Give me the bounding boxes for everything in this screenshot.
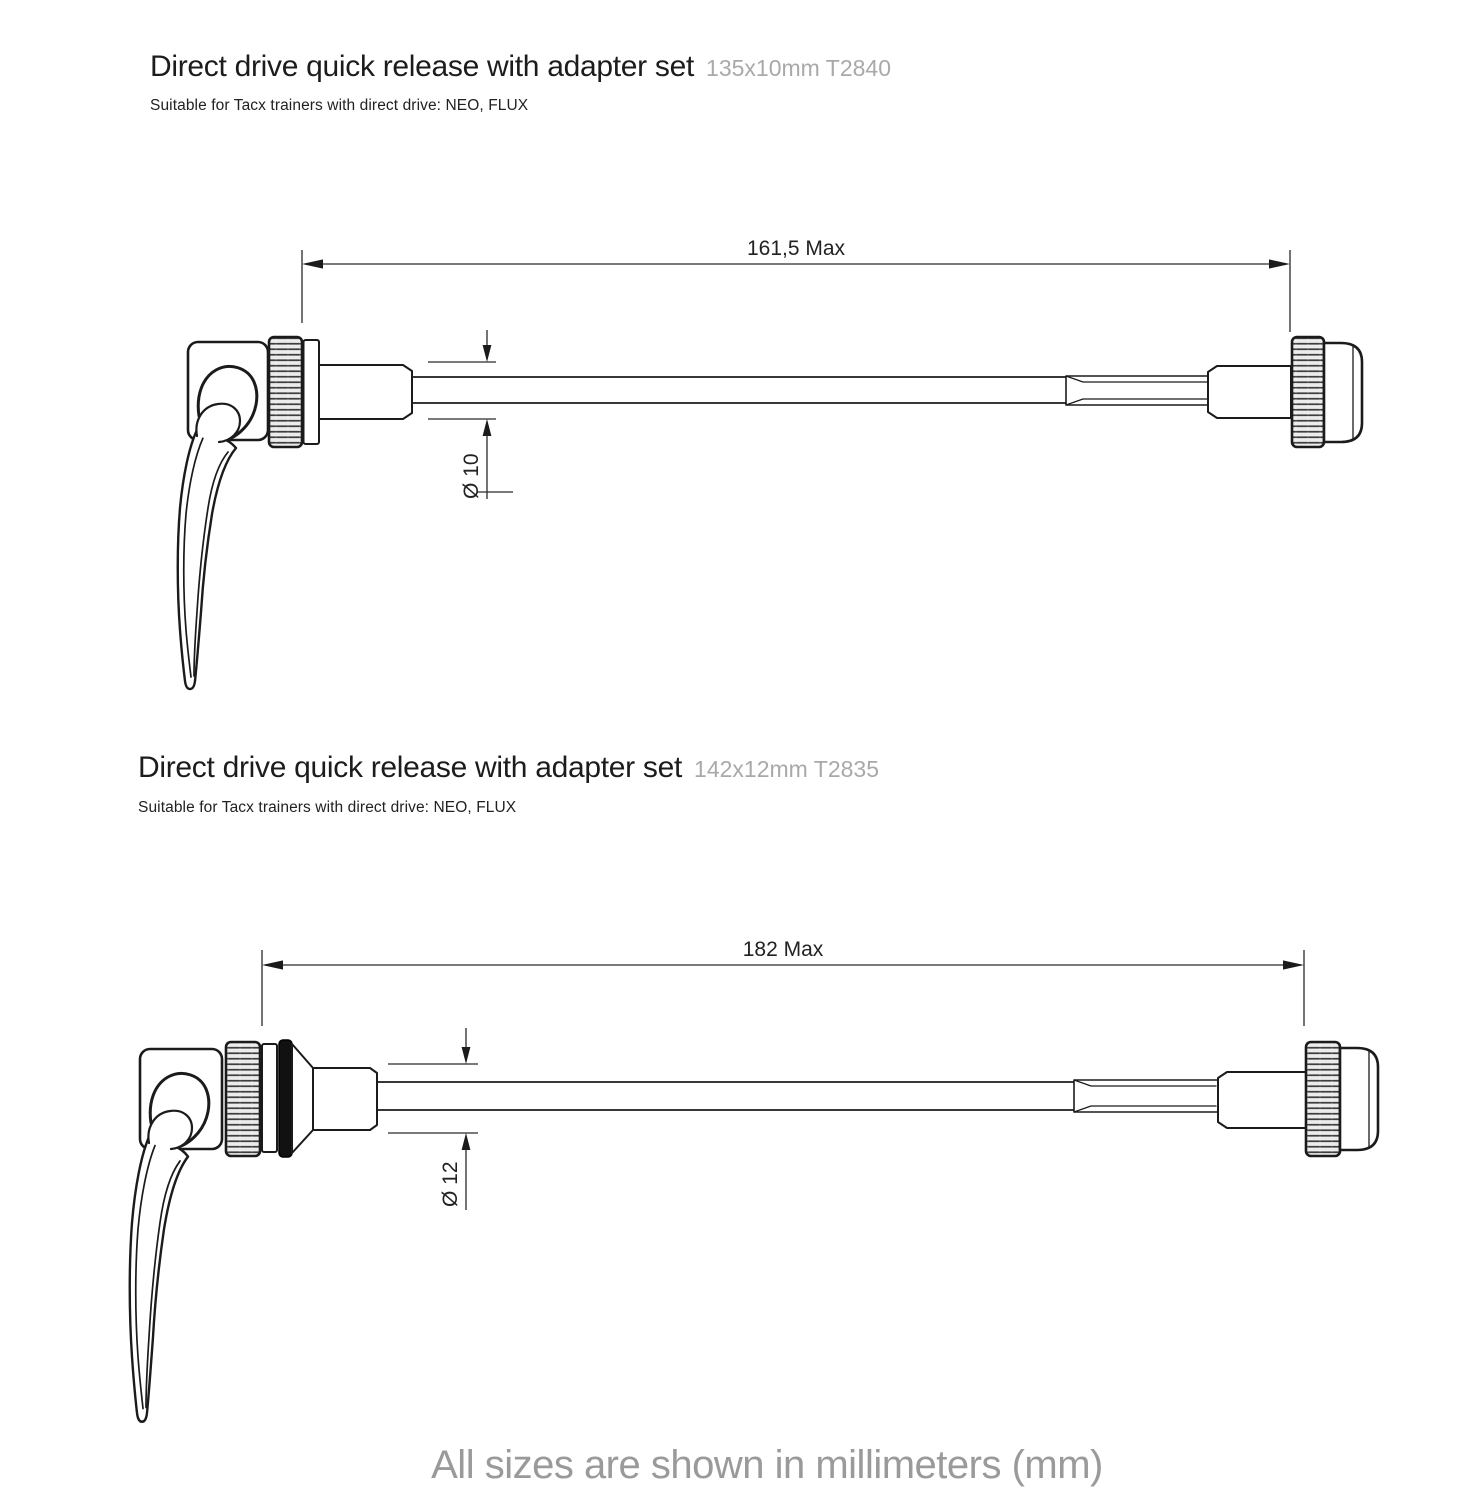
length-label-2: 182 Max [742, 938, 824, 961]
length-dimension-2 [262, 938, 1304, 1026]
adapter-right [1208, 366, 1291, 418]
spacer-ring [304, 340, 320, 444]
length-dimension-1 [302, 237, 1290, 332]
adapter-cone [292, 1044, 313, 1153]
section1-title [150, 50, 891, 84]
lever-handle [130, 1137, 188, 1422]
threaded-section [1074, 1080, 1218, 1112]
dimension-arrow-right [1283, 960, 1304, 969]
skewer-drawing-2 [130, 1040, 1378, 1422]
knurled-nut-left [226, 1042, 260, 1156]
axle-rod [412, 377, 1066, 403]
dimension-arrow-left [262, 960, 283, 969]
knurled-nut-left [269, 337, 302, 447]
diagram-quick-release-135x10 [0, 220, 1476, 720]
axle-rod [377, 1082, 1074, 1110]
lever-handle [178, 430, 236, 689]
section2-title-text: Direct drive quick release with adapter set [138, 751, 683, 784]
end-cap [1324, 343, 1362, 442]
adapter-left [319, 365, 412, 419]
section1-variant: 135x10mm T2840 [706, 55, 891, 81]
knurled-nut-right [1306, 1042, 1340, 1156]
section2-title [138, 751, 879, 785]
knurled-nut-right [1292, 337, 1324, 447]
section1-title-text: Direct drive quick release with adapter set [150, 50, 695, 83]
section2-variant: 142x12mm T2835 [694, 756, 879, 782]
spacer-ring [262, 1044, 277, 1152]
section1-subtitle: Suitable for Tacx trainers with direct drive: NEO, FLUX [150, 97, 529, 114]
length-label-1: 161,5 Max [746, 237, 846, 260]
diameter-label-1: Ø 10 [460, 453, 483, 499]
diameter-dimension-2 [388, 1028, 478, 1210]
adapter-right [1218, 1072, 1306, 1128]
end-cap [1340, 1048, 1378, 1150]
o-ring [279, 1040, 292, 1157]
footer-note: All sizes are shown in millimeters (mm) [431, 1443, 1103, 1487]
skewer-drawing-1 [178, 337, 1362, 689]
threaded-section [1066, 376, 1210, 405]
dimension-arrow-left [302, 259, 323, 268]
adapter-left [313, 1068, 377, 1130]
diameter-dimension-1 [428, 330, 513, 499]
diagram-quick-release-142x12 [0, 920, 1476, 1476]
diameter-label-2: Ø 12 [439, 1161, 462, 1207]
section2-subtitle: Suitable for Tacx trainers with direct drive: NEO, FLUX [138, 799, 517, 816]
dimension-arrow-right [1269, 259, 1290, 268]
